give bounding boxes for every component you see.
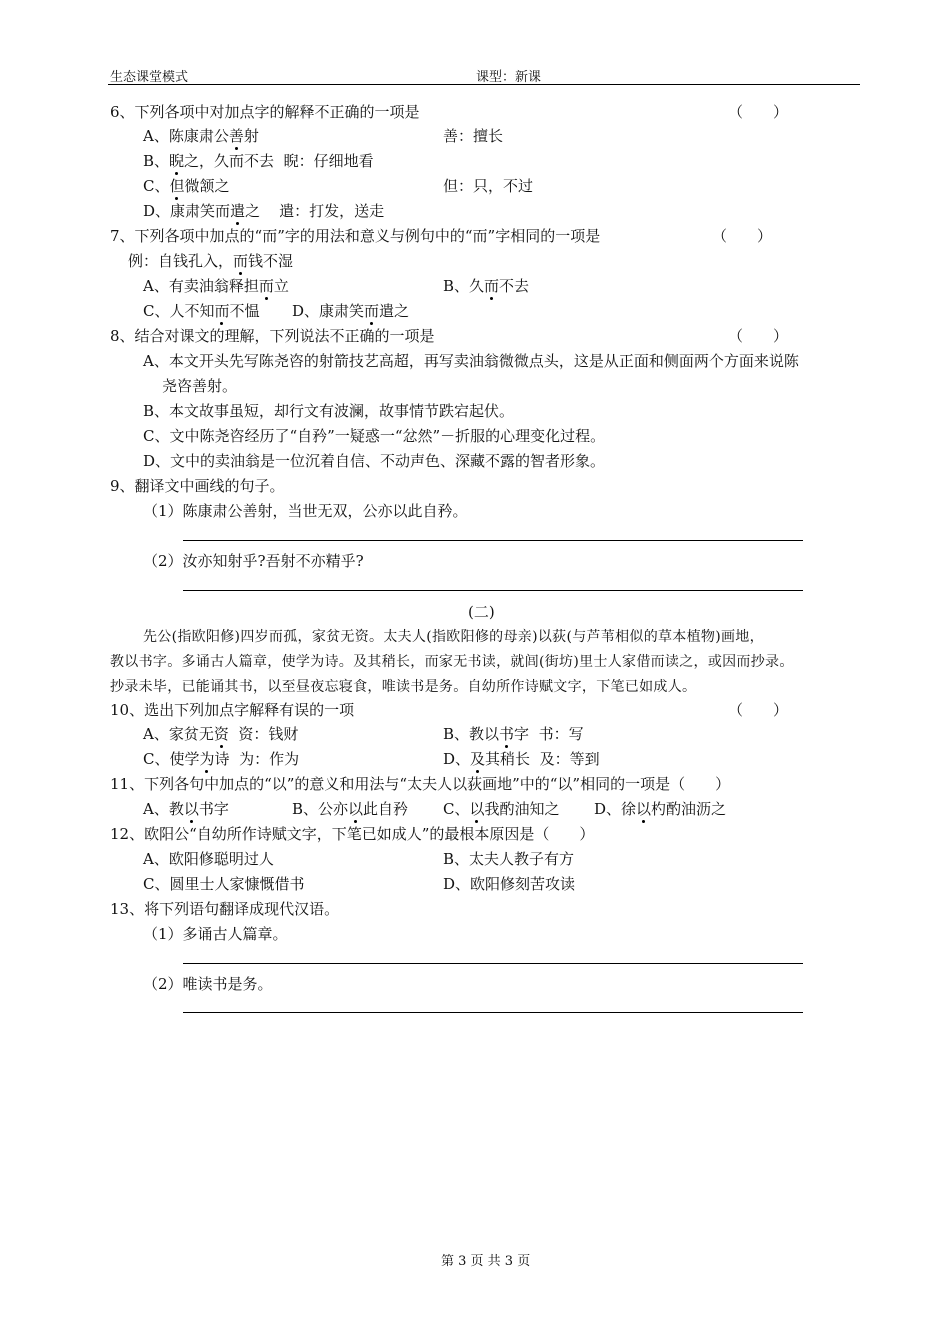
q6-option-d: D、康肃笑而遣之 遣：打发，送走 <box>143 202 385 220</box>
q7-option-c: C、人不知而不愠 <box>143 302 260 320</box>
q9-sentence-1: （1）陈康肃公善射，当世无双，公亦以此自矜。 <box>143 502 468 520</box>
q13-sentence-2: （2）唯读书是务。 <box>143 975 273 993</box>
q6-option-b: B、睨之，久而不去 睨：仔细地看 <box>143 152 374 170</box>
q12-option-c: C、圆里士人家慷慨借书 <box>143 875 305 893</box>
dotted-char: 以 <box>183 800 199 818</box>
q10-stem: 10、选出下列加点字解释有误的一项 <box>110 701 355 719</box>
dotted-char: 以 <box>636 800 652 818</box>
q6-stem: 6、下列各项中对加点字的解释不正确的一项是 <box>110 103 420 121</box>
dotted-char: 善 <box>228 127 244 145</box>
q8-option-b: B、本文故事虽短，却行文有波澜，故事情节跌宕起伏。 <box>143 402 515 420</box>
dotted-char: 为 <box>199 750 215 768</box>
q13-answer-line-2[interactable] <box>183 1012 803 1013</box>
q11-option-b: B、公亦以此自矜 <box>292 800 409 818</box>
dotted-char: 遣 <box>230 202 246 220</box>
dotted-char: 而 <box>484 277 500 295</box>
q7-example: 例：自钱孔入，而钱不湿 <box>128 252 294 270</box>
q9-stem: 9、翻译文中画线的句子。 <box>110 477 285 495</box>
q9-answer-line-2[interactable] <box>183 590 803 591</box>
header-left: 生态课堂模式 <box>110 70 189 85</box>
q10-option-a: A、家贫无资 资：钱财 <box>143 725 299 743</box>
q7-stem: 7、下列各项中加点的“而”字的用法和意义与例句中的“而”字相同的一项是 <box>110 227 601 245</box>
dotted-char: 以 <box>348 800 364 818</box>
q12-option-a: A、欧阳修聪明过人 <box>143 850 274 868</box>
q6-option-a-gloss: 善：擅长 <box>443 127 504 145</box>
q8-bracket: （ ） <box>728 327 789 345</box>
q11-option-a: A、教以书字 <box>143 800 229 818</box>
q7-option-d: D、康肃笑而遣之 <box>292 302 410 320</box>
q9-answer-line-1[interactable] <box>183 540 803 541</box>
q10-option-b: B、教以书字 书：写 <box>443 725 584 743</box>
q11-stem: 11、下列各句中加点的“以”的意义和用法与“太夫人以荻画地”中的“以”相同的一项是（ ） <box>110 775 731 793</box>
passage-line-3: 抄录未毕，已能诵其书，以至昼夜忘寝食，唯读书是务。自幼所作诗赋文字，下笔已如成人。 <box>110 679 697 695</box>
q13-stem: 13、将下列语句翻译成现代汉语。 <box>110 900 340 918</box>
dotted-char: 而 <box>258 277 274 295</box>
dotted-char: 而 <box>233 252 249 270</box>
header-rule <box>108 84 860 85</box>
q13-answer-line-1[interactable] <box>183 963 803 964</box>
q6-option-a: A、陈康肃公善射 <box>143 127 259 145</box>
q7-bracket: （ ） <box>712 227 773 245</box>
dotted-char: 而 <box>364 302 380 320</box>
q10-bracket: （ ） <box>728 701 789 719</box>
q11-option-d: D、徐以杓酌油沥之 <box>594 800 727 818</box>
passage-line-2: 教以书字。多诵古人篇章，使学为诗。及其稍长，而家无书读，就闾(街坊)里士人家借而读之，或因而抄录。 <box>110 654 794 670</box>
section-2-title: (二) <box>468 603 495 621</box>
q6-option-c: C、但微颔之 <box>143 177 230 195</box>
q8-option-d: D、文中的卖油翁是一位沉着自信、不动声色、深藏不露的智者形象。 <box>143 452 606 470</box>
header-right: 课型：新课 <box>476 70 542 85</box>
q9-sentence-2: （2）汝亦知射乎?吾射不亦精乎? <box>143 552 364 570</box>
passage-line-1: 先公(指欧阳修)四岁而孤，家贫无资。太夫人(指欧阳修的母亲)以荻(与芦苇相似的草本植物)画地， <box>143 629 764 645</box>
q12-stem: 12、欧阳公“自幼所作诗赋文字，下笔已如成人”的最根本原因是（ ） <box>110 825 595 843</box>
q10-option-d: D、及其稍长 及：等到 <box>443 750 600 768</box>
q6-bracket: （ ） <box>728 103 789 121</box>
q8-option-c: C、文中陈尧咨经历了“自矜”一疑惑一“忿然”－折服的心理变化过程。 <box>143 427 606 445</box>
dotted-char: 睨 <box>169 152 185 170</box>
dotted-char: 而 <box>214 302 230 320</box>
dotted-char: 资 <box>213 725 229 743</box>
dotted-char: 书 <box>499 725 515 743</box>
q6-option-c-gloss: 但：只，不过 <box>443 177 534 195</box>
dotted-char: 及 <box>470 750 486 768</box>
dotted-char: 但 <box>169 177 185 195</box>
q10-option-c: C、使学为诗 为：作为 <box>143 750 300 768</box>
q8-option-a-line2: 尧咨善射。 <box>162 377 238 395</box>
q12-option-b: B、太夫人教子有方 <box>443 850 575 868</box>
q8-option-a-line1: A、本文开头先写陈尧咨的射箭技艺高超，再写卖油翁微微点头，这是从正面和侧面两个方面来说陈 <box>143 352 799 370</box>
q7-option-b: B、久而不去 <box>443 277 530 295</box>
q8-stem: 8、结合对课文的理解，下列说法不正确的一项是 <box>110 327 435 345</box>
dotted-char: 以 <box>469 800 485 818</box>
q11-option-c: C、以我酌油知之 <box>443 800 560 818</box>
q12-option-d: D、欧阳修刻苦攻读 <box>443 875 576 893</box>
page-number: 第 3 页 共 3 页 <box>441 1254 531 1269</box>
q7-option-a: A、有卖油翁释担而立 <box>143 277 289 295</box>
q13-sentence-1: （1）多诵古人篇章。 <box>143 925 288 943</box>
